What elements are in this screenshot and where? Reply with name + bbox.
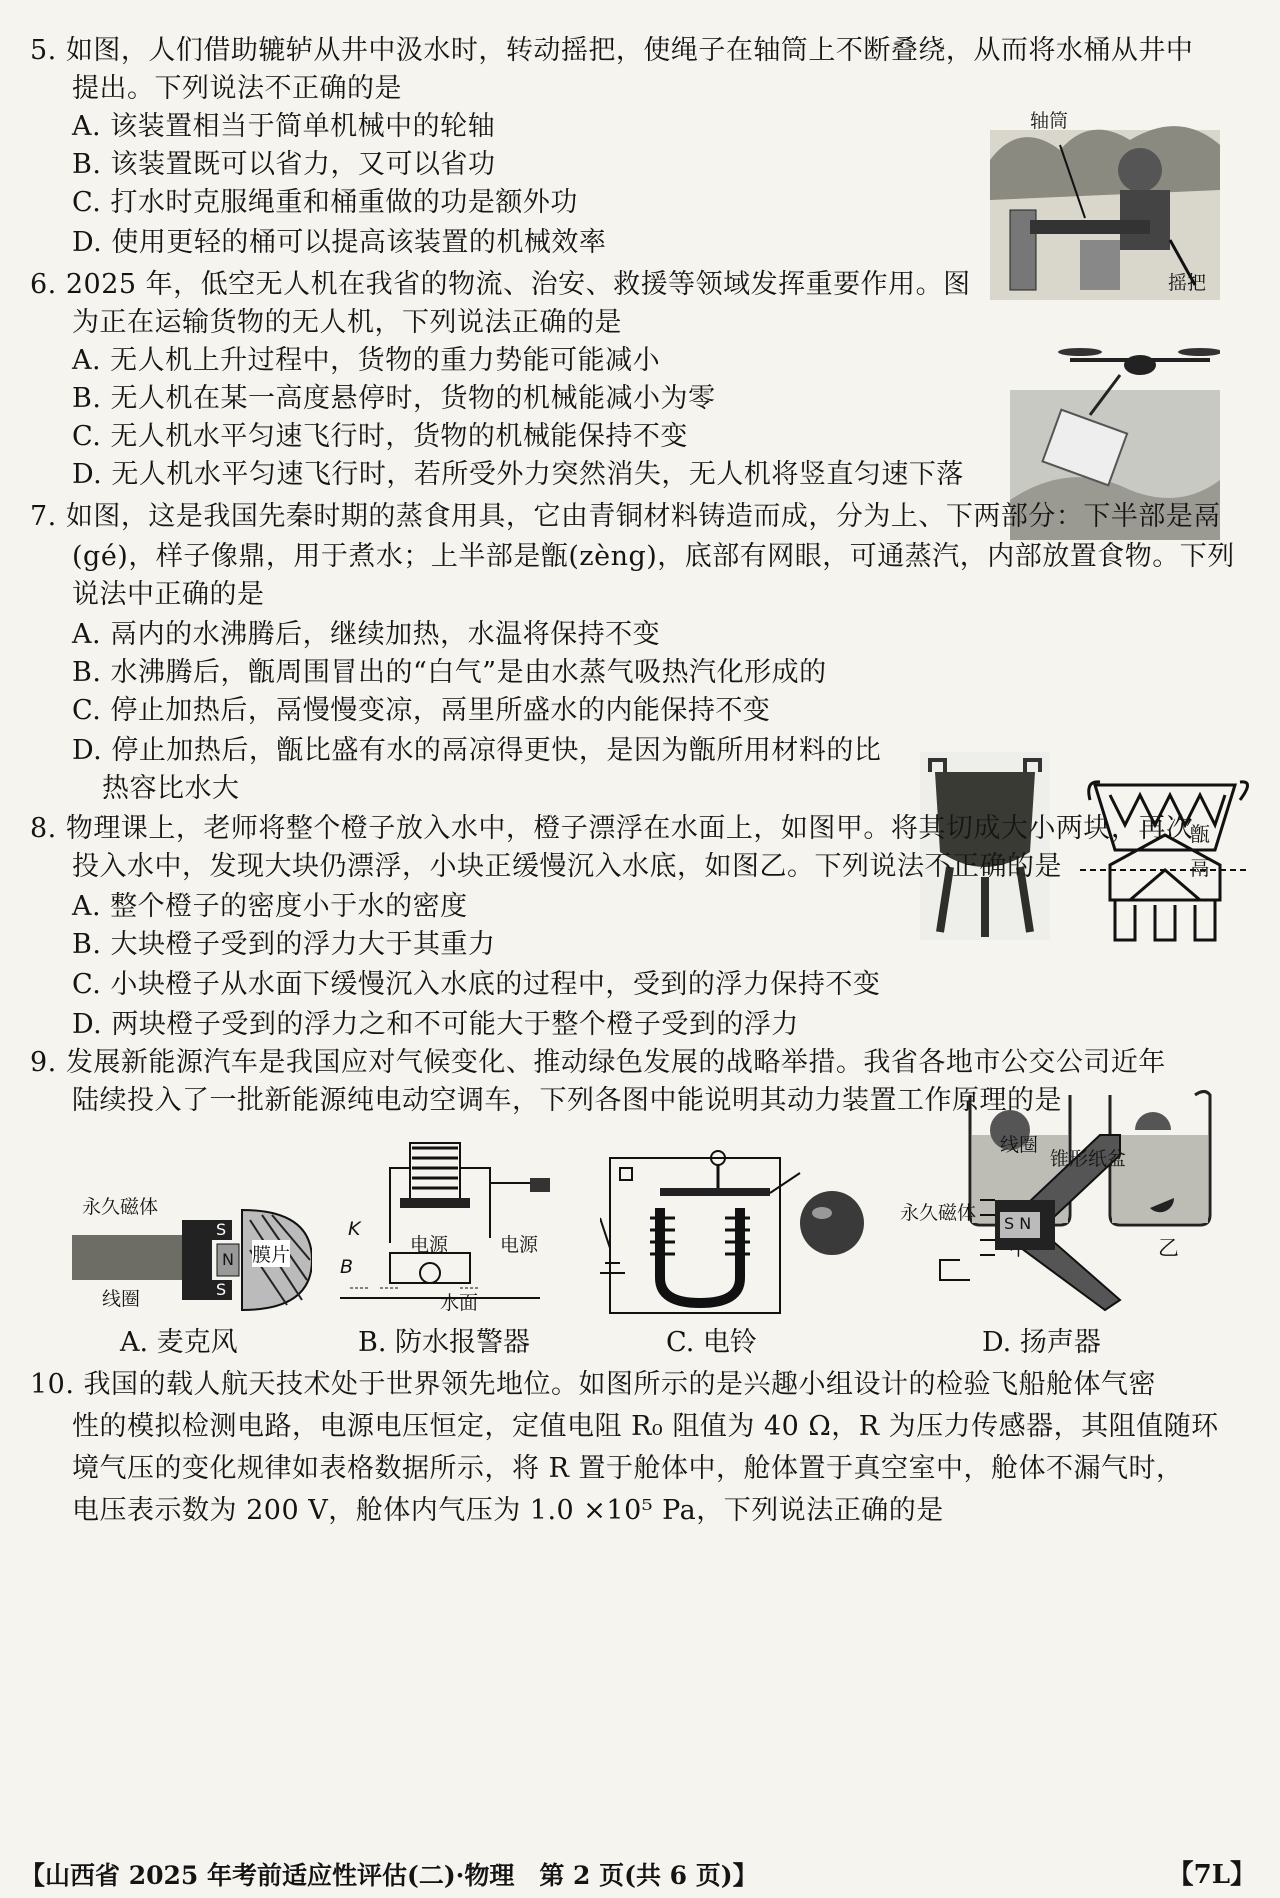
q5-option-c: C. 打水时克服绳重和桶重做的功是额外功: [72, 187, 578, 218]
page-footer: 【山西省 2025 年考前适应性评估(二)·物理 第 2 页(共 6 页)】: [20, 1861, 758, 1890]
q6-stem-line2: 为正在运输货物的无人机，下列说法正确的是: [72, 307, 622, 338]
q5-option-b: B. 该装置既可以省力，又可以省功: [72, 149, 496, 180]
q8-option-a: A. 整个橙子的密度小于水的密度: [72, 891, 468, 922]
axle-label: 轴筒: [1030, 110, 1069, 132]
q8-stem-line1: 8. 物理课上，老师将整个橙子放入水中，橙子漂浮在水面上，如图甲。将其切成大小两块，再次: [30, 813, 1194, 844]
q9-loudspeaker-figure: [900, 1130, 1160, 1320]
q9b-water-label: 水面: [440, 1292, 479, 1314]
q7-stem-line3: 说法中正确的是: [72, 579, 265, 610]
q8-stem-line2: 投入水中，发现大块仍漂浮，小块正缓慢沉入水底，如图乙。下列说法不正确的是: [72, 851, 1062, 882]
q9a-coil-label: 线圈: [102, 1288, 141, 1310]
q9-caption-d: D. 扬声器: [982, 1327, 1101, 1358]
q9b-b-label: B: [340, 1256, 354, 1278]
q9b-power2-label: 电源: [500, 1234, 539, 1256]
q9-caption-c: C. 电铃: [666, 1327, 757, 1358]
q7-option-c: C. 停止加热后，鬲慢慢变凉，鬲里所盛水的内能保持不变: [72, 695, 771, 726]
q7-stem-line2: (gé)，样子像鼎，用于煮水；上半部是甑(zèng)，底部有网眼，可通蒸汽，内部放置食物。下列: [72, 541, 1235, 572]
q8-option-d: D. 两块橙子受到的浮力之和不可能大于整个橙子受到的浮力: [72, 1009, 799, 1040]
q7-option-d: D. 停止加热后，甑比盛有水的鬲凉得更快，是因为甑所用材料的比: [72, 735, 882, 766]
q7-bronze-vessel-photo: [920, 752, 1050, 940]
q9-stem-line1: 9. 发展新能源汽车是我国应对气候变化、推动绿色发展的战略举措。我省各地市公交公司近年: [30, 1047, 1166, 1078]
q7-vessel-diagram: [1080, 770, 1260, 950]
q7-option-d-continued: 热容比水大: [102, 773, 240, 804]
q8-option-b: B. 大块橙子受到的浮力大于其重力: [72, 929, 496, 960]
q9a-diaphragm-label: 膜片: [252, 1240, 290, 1267]
q9d-magnet-label: 永久磁体: [900, 1202, 977, 1224]
q5-windlass-figure: [990, 100, 1220, 300]
q9-water-alarm-figure: [340, 1138, 580, 1318]
q6-stem-line1: 6. 2025 年，低空无人机在我省的物流、治安、救援等领域发挥重要作用。图: [30, 269, 971, 300]
crank-label: 摇把: [1168, 272, 1207, 294]
q9d-coil-label: 线圈: [1000, 1134, 1039, 1156]
q8-option-c: C. 小块橙子从水面下缓慢沉入水底的过程中，受到的浮力保持不变: [72, 969, 881, 1000]
q9-caption-a: A. 麦克风: [120, 1327, 238, 1358]
q9d-cone-label: 锥形纸盆: [1050, 1148, 1127, 1170]
yi-label: 乙: [1158, 1236, 1179, 1260]
q6-option-a: A. 无人机上升过程中，货物的重力势能可能减小: [72, 345, 661, 376]
page-code: 【7L】: [1167, 1860, 1256, 1890]
zeng-label: 甑: [1190, 822, 1210, 846]
q9-microphone-figure: [72, 1196, 312, 1320]
q10-stem-line3: 境气压的变化规律如表格数据所示，将 R 置于舱体中，舱体置于真空室中，舱体不漏气时，: [72, 1453, 1184, 1484]
q7-option-a: A. 鬲内的水沸腾后，继续加热，水温将保持不变: [72, 619, 661, 650]
q9-caption-b: B. 防水报警器: [358, 1327, 531, 1358]
q5-option-d: D. 使用更轻的桶可以提高该装置的机械效率: [72, 227, 607, 258]
q7-option-b: B. 水沸腾后，甑周围冒出的“白气”是由水蒸气吸热汽化形成的: [72, 657, 827, 688]
q10-stem-line2: 性的模拟检测电路，电源电压恒定，定值电阻 R₀ 阻值为 40 Ω，R 为压力传感器，其阻值随环: [72, 1411, 1219, 1442]
q5-option-a: A. 该装置相当于简单机械中的轮轴: [72, 111, 496, 142]
q6-option-c: C. 无人机水平匀速飞行时，货物的机械能保持不变: [72, 421, 688, 452]
q6-option-b: B. 无人机在某一高度悬停时，货物的机械能减小为零: [72, 383, 716, 414]
q10-stem-line1: 10. 我国的载人航天技术处于世界领先地位。如图所示的是兴趣小组设计的检验飞船舱体气密: [30, 1369, 1157, 1400]
q6-option-d: D. 无人机水平匀速飞行时，若所受外力突然消失，无人机将竖直匀速下落: [72, 459, 964, 490]
q10-stem-line4: 电压表示数为 200 V，舱体内气压为 1.0 ×10⁵ Pa，下列说法正确的是: [72, 1495, 944, 1526]
q9a-s1-label: S: [216, 1220, 227, 1239]
q5-stem-line2: 提出。下列说法不正确的是: [72, 73, 402, 104]
q9-electric-bell-figure: [600, 1138, 870, 1318]
q9-stem-line2: 陆续投入了一批新能源纯电动空调车，下列各图中能说明其动力装置工作原理的是: [72, 1085, 1062, 1116]
q9a-magnet-label: 永久磁体: [82, 1196, 159, 1218]
q7-stem-line1: 7. 如图，这是我国先秦时期的蒸食用具，它由青铜材料铸造而成，分为上、下两部分：下半部是鬲: [30, 501, 1221, 532]
li-label: 鬲: [1190, 856, 1210, 880]
q9b-power1-label: 电源: [410, 1234, 449, 1256]
q9a-s2-label: S: [216, 1280, 227, 1299]
q9d-sn-label: S N: [1004, 1214, 1032, 1233]
q5-stem-line1: 5. 如图，人们借助辘轳从井中汲水时，转动摇把，使绳子在轴筒上不断叠绕，从而将水桶从井中: [30, 35, 1194, 66]
q9a-n-label: N: [222, 1250, 234, 1269]
q9b-k-label: K: [348, 1218, 361, 1240]
